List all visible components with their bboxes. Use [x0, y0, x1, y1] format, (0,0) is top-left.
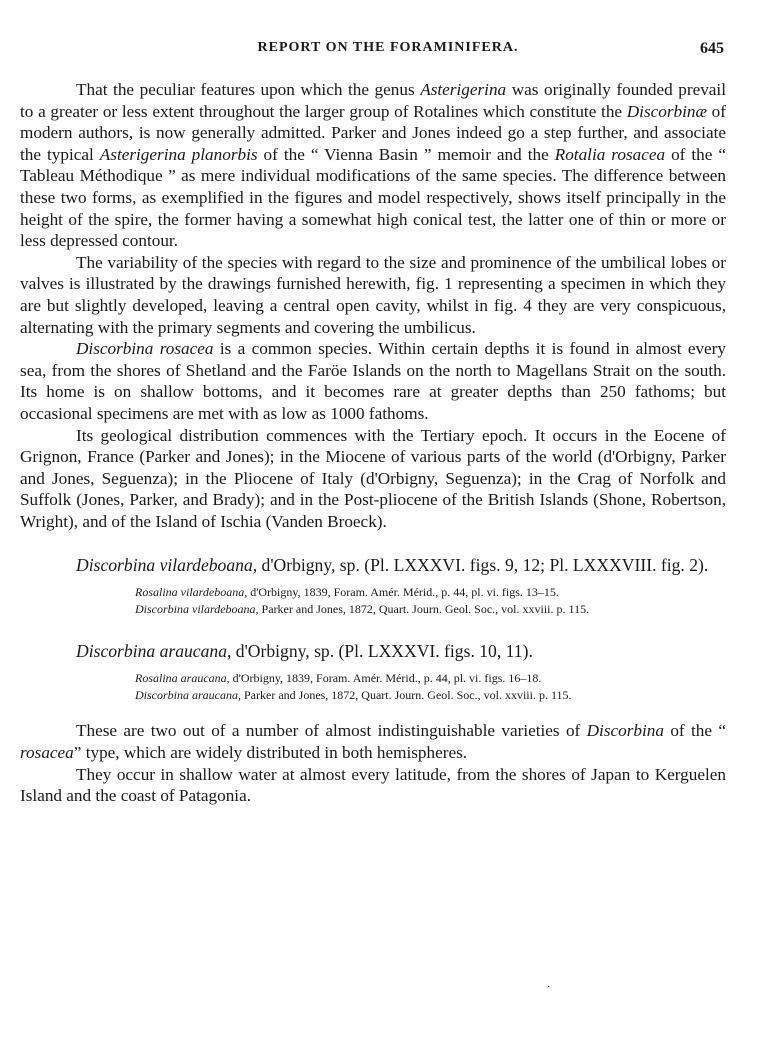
text-run: ” type, which are widely distributed in both hemispheres. — [73, 743, 468, 763]
synonym-reference: Parker and Jones, 1872, Quart. Journ. Geol. Soc., vol. xxviii. p. 115. — [241, 688, 572, 703]
text-run: of the “ — [663, 721, 726, 741]
species-name: Discorbina vilardeboana, — [76, 555, 258, 576]
species-heading-araucana — [20, 640, 726, 662]
print-speck: · — [547, 982, 551, 993]
paragraph-variability: The variability of the species with regard to the size and prominence of the umbilical lobes or valves is illustrated by the drawings furnished herewith, fig. 1 representing a specimen in which they are but slightly developed, leaving a central open cavity, whilst in fig. 4 they are very conspicuous, alternating with the primary segments and covering the umbilicus. — [20, 252, 726, 337]
synonymy-entry — [135, 687, 726, 704]
synonym-name: Discorbina araucana, — [135, 688, 241, 703]
page-header — [0, 40, 776, 62]
taxon-name: rosacea — [20, 743, 74, 763]
synonym-name: Discorbina vilardeboana, — [135, 602, 259, 617]
taxon-name: Discorbina rosacea — [76, 339, 214, 359]
paragraph-varieties — [20, 720, 726, 763]
species-name: Discorbina araucana, — [76, 641, 232, 662]
paragraph-occurrence: They occur in shallow water at almost every latitude, from the shores of Japan to Kerguelen Island and the coast of Patagonia. — [20, 764, 726, 806]
taxon-name: Discorbina — [586, 721, 664, 741]
paragraph-distribution — [20, 338, 726, 424]
text-run: of the “ Tableau Méthodique ” as mere individual modifications of the same species. The difference between these two forms, as exemplified in the figures and model respectively, shows itself principally in the height of the spire, the former having a somewhat high conical test, the latter one of thin or more or less depressed contour. — [20, 144, 726, 251]
synonymy-list-araucana — [135, 670, 726, 704]
taxon-name: Asterigerina — [420, 80, 507, 99]
text-run: of the “ Vienna Basin ” memoir and the — [257, 144, 555, 164]
paragraph-asterigerina — [20, 79, 726, 252]
synonymy-entry — [135, 601, 726, 618]
synonymy-entry — [135, 670, 726, 687]
synonymy-list-vilardeboana — [135, 584, 726, 618]
taxon-name: Asterigerina planorbis — [99, 144, 258, 164]
species-citation: d'Orbigny, sp. (Pl. LXXXVI. figs. 9, 12; Pl. LXXXVIII. fig. 2). — [257, 555, 709, 576]
page-body — [20, 79, 726, 807]
synonym-reference: Parker and Jones, 1872, Quart. Journ. Geol. Soc., vol. xxviii. p. 115. — [258, 602, 590, 617]
species-citation: d'Orbigny, sp. (Pl. LXXXVI. figs. 10, 11). — [231, 641, 533, 662]
text-run: was originally founded prevail to a greater or less extent throughout the larger group of Rotalines which constitute the — [20, 80, 726, 121]
running-title: REPORT ON THE FORAMINIFERA. — [257, 40, 519, 55]
page-number: 645 — [700, 40, 724, 57]
text-run: These are two out of a number of almost indistinguishable varieties of — [76, 721, 587, 741]
text-run: of modern authors, is now generally admitted. Parker and Jones indeed go a step further, and associate the typical — [20, 101, 726, 164]
synonymy-entry — [135, 584, 726, 601]
text-run: is a common species. Within certain depths it is found in almost every sea, from the shores of Shetland and the Faröe Islands on the north to Magellans Strait on the south. Its home is on shallow bottoms, and it becomes rare at greater depths than 250 fathoms; but occasional specimens are met with as low as 1000 fathoms. — [20, 339, 726, 423]
taxon-name: Rotalia rosacea — [554, 144, 666, 164]
species-heading-vilardeboana — [20, 554, 726, 576]
synonym-name: Rosalina araucana, — [135, 671, 230, 686]
text-run: That the peculiar features upon which the genus — [76, 80, 421, 99]
taxon-name: Discorbinæ — [626, 101, 707, 121]
paragraph-geological: Its geological distribution commences with the Tertiary epoch. It occurs in the Eocene of Grignon, France (Parker and Jones); in the Miocene of various parts of the world (d'Orbigny, Parker and Jones, Seguenza); in the Pliocene of Italy (d'Orbigny, Seguenza); in the Crag of Norfolk and Suffolk (Jones, Parker, and Brady); and in the Post-pliocene of the British Islands (Shone, Robertson, Wright), and of the Island of Ischia (Vanden Broeck). — [20, 425, 726, 531]
synonym-name: Rosalina vilardeboana, — [135, 585, 248, 600]
synonym-reference: d'Orbigny, 1839, Foram. Amér. Mérid., p. 44, pl. vi. figs. 13–15. — [247, 585, 559, 600]
synonym-reference: d'Orbigny, 1839, Foram. Amér. Mérid., p. 44, pl. vi. figs. 16–18. — [229, 671, 542, 686]
